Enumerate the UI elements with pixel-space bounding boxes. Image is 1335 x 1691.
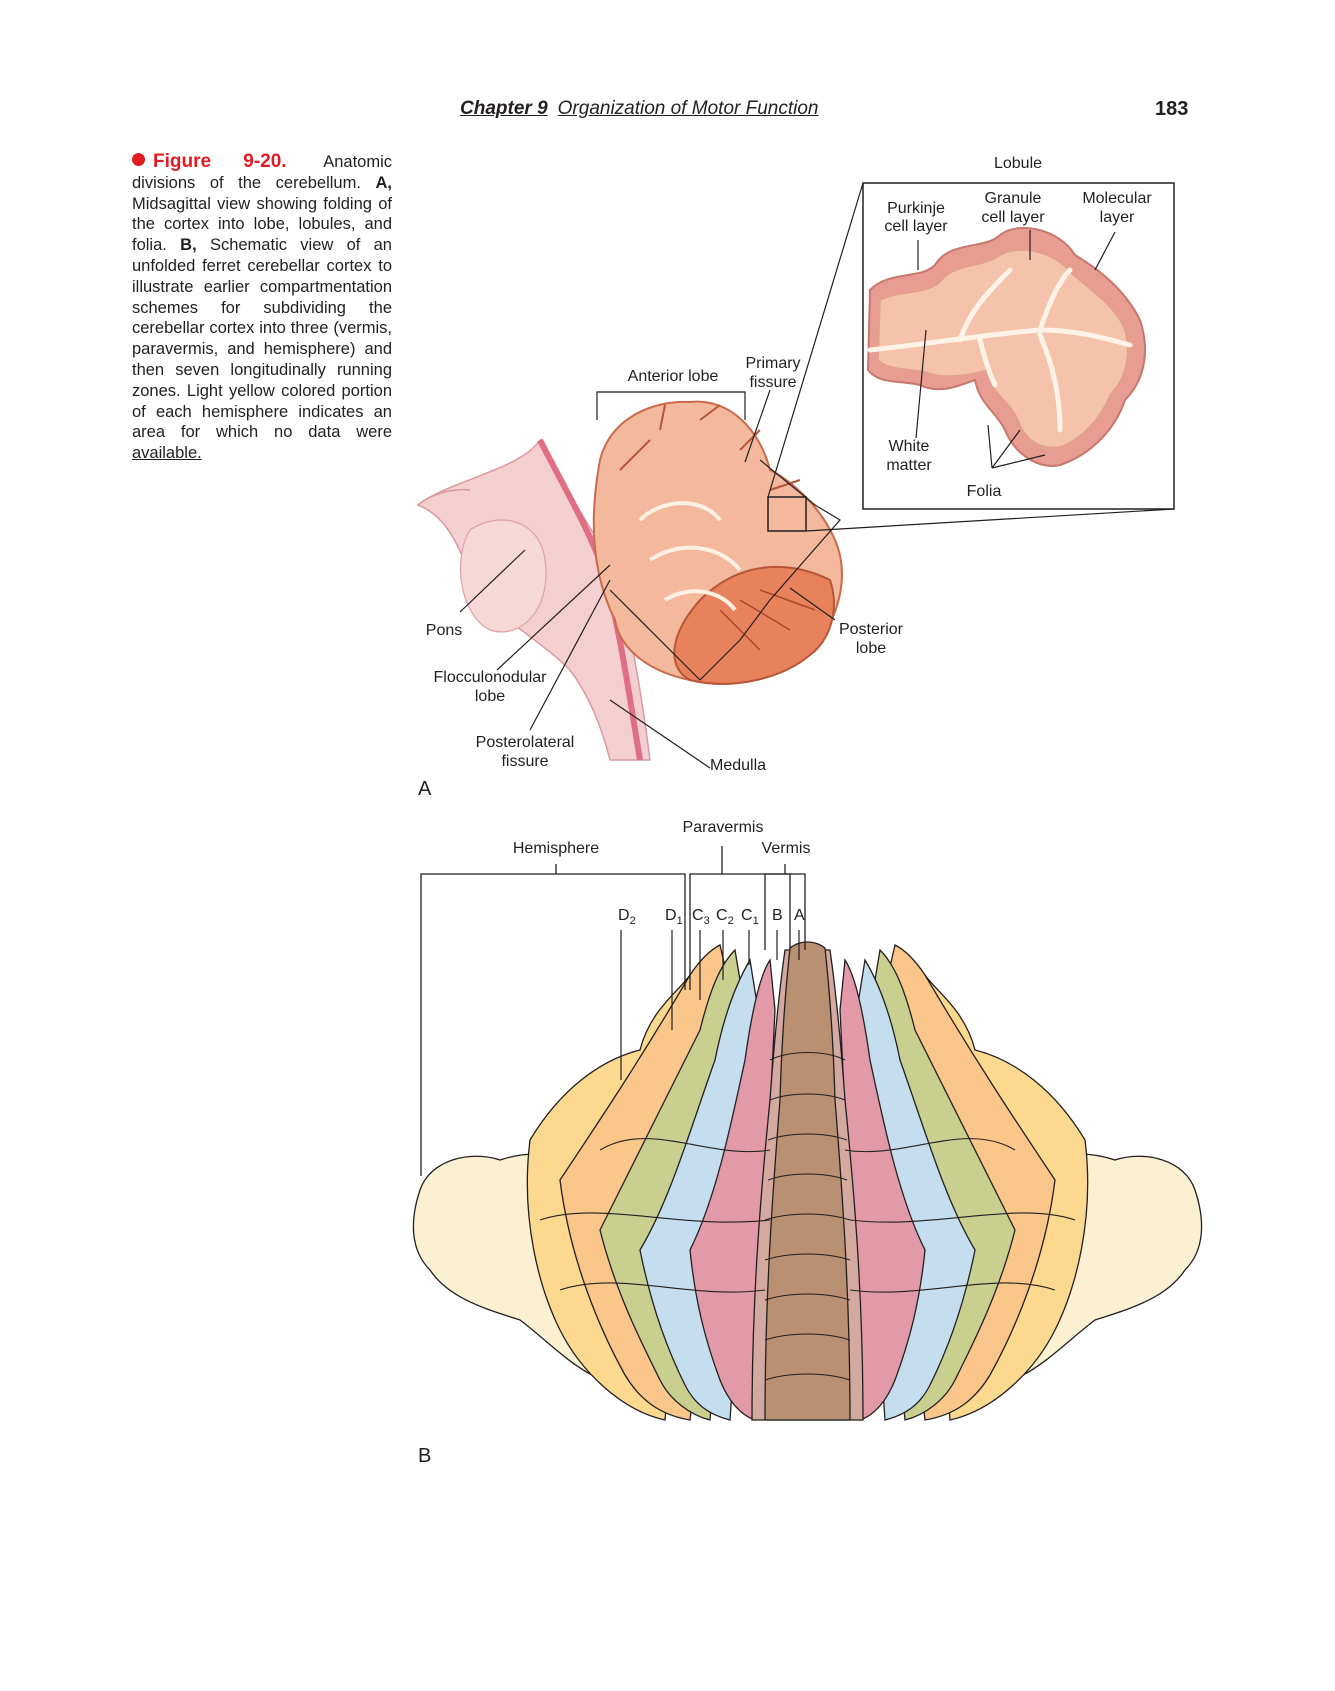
panel-b-letter: B	[418, 1445, 432, 1467]
zone-label-a: A	[794, 907, 805, 924]
label-paravermis: Paravermis	[682, 819, 764, 836]
caption-b-end: available.	[132, 444, 202, 463]
caption-b-marker: B,	[180, 236, 197, 255]
zone-label-b: B	[772, 907, 783, 924]
label-white-matter-2: matter	[886, 457, 932, 474]
label-white-matter-1: White	[888, 438, 930, 455]
chapter-number: Chapter 9	[460, 98, 548, 119]
zone-label-d2: $D_2$	[618, 907, 636, 927]
label-purkinje-1: Purkinje	[887, 200, 945, 217]
caption-a-marker: A,	[375, 173, 392, 192]
label-granule-2: cell layer	[981, 209, 1045, 226]
label-purkinje-2: cell layer	[884, 218, 948, 235]
label-primary-fissure-2: fissure	[749, 374, 797, 391]
label-flocculonodular-1: Flocculonodular	[433, 669, 547, 686]
zone-labels	[618, 907, 805, 927]
label-flocculonodular-2: lobe	[474, 688, 506, 705]
label-anterior-lobe: Anterior lobe	[627, 368, 719, 385]
label-molecular-2: layer	[1099, 209, 1135, 226]
label-posterolateral-1: Posterolateral	[475, 734, 575, 751]
label-vermis: Vermis	[761, 840, 811, 857]
label-molecular-1: Molecular	[1082, 190, 1152, 207]
label-posterolateral-2: fissure	[501, 753, 549, 770]
zone-label-c3: $C_3$	[692, 907, 710, 927]
page-number: 183	[1155, 98, 1189, 120]
label-primary-fissure-1: Primary	[745, 355, 801, 372]
label-folia: Folia	[966, 483, 1002, 500]
chapter-title: Organization of Motor Function	[557, 98, 819, 119]
label-posterior-lobe-2: lobe	[855, 640, 887, 657]
zone-label-c1: $C_1$	[741, 907, 759, 927]
caption-b-text: Schematic view of an unfolded ferret cerebellar cortex to illustrate earlier compartmentation schemes for subdividing the cerebellar cortex into three (vermis, paravermis, and hemisphere) and then seven longitudinally running zones. Light yellow colored portion of each hemisphere indicates an area for which no data were	[132, 236, 392, 442]
zone-label-d1: $D_1$	[665, 907, 683, 927]
label-posterior-lobe-1: Posterior	[838, 621, 904, 638]
zone-label-c2: $C_2$	[716, 907, 734, 927]
caption-a-text: Midsagittal view showing folding of the cortex into lobe, lobules, and folia.	[132, 194, 392, 255]
panel-a-letter: A	[418, 778, 432, 800]
unfolded-cortex-schematic	[413, 942, 1201, 1420]
figure-label: Figure 9-20.	[153, 151, 287, 172]
label-medulla: Medulla	[709, 757, 767, 774]
label-pons: Pons	[425, 622, 463, 639]
caption-intro: Anatomic divisions of the cerebellum.	[132, 153, 392, 192]
label-lobule: Lobule	[993, 155, 1043, 172]
label-hemisphere: Hemisphere	[512, 840, 600, 857]
cerebellum-illustration	[594, 402, 842, 684]
label-granule-1: Granule	[984, 190, 1042, 207]
